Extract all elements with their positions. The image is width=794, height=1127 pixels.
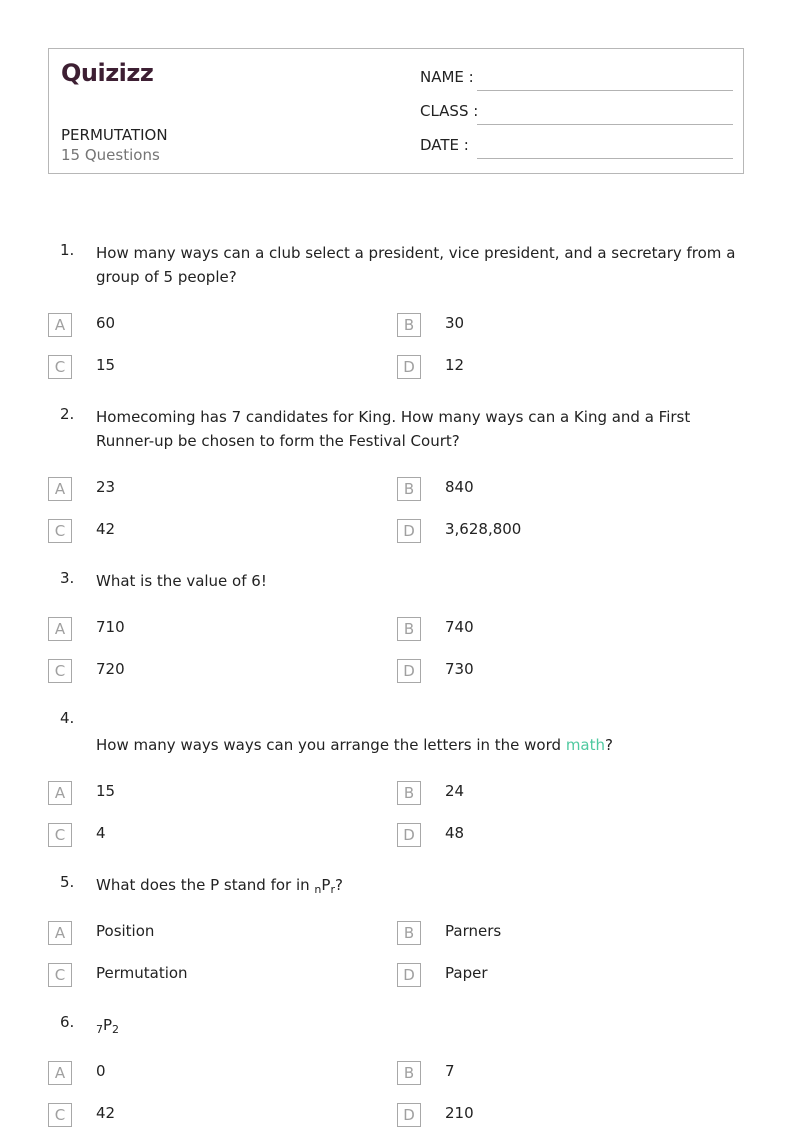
name-label: NAME : <box>420 68 474 86</box>
option-letter-box: B <box>397 477 421 501</box>
question-text-part: ? <box>605 736 613 754</box>
question-text-part: What does the P stand for in <box>96 876 315 894</box>
subscript-7: 7 <box>96 1023 103 1036</box>
option-letter-box: C <box>48 963 72 987</box>
option-letter-box: B <box>397 617 421 641</box>
option-text: 12 <box>445 356 465 374</box>
option-text: 42 <box>96 1104 116 1122</box>
option-text: 4 <box>96 824 106 842</box>
option-letter-box: D <box>397 659 421 683</box>
quizizz-logo: Quizizz <box>61 59 154 87</box>
name-line[interactable] <box>477 90 733 91</box>
option-text: 710 <box>96 618 125 636</box>
option-letter-box: D <box>397 823 421 847</box>
option-letter-box: B <box>397 921 421 945</box>
question-number: 6. <box>60 1013 75 1031</box>
question-text <box>96 873 736 902</box>
question-text: How many ways can a club select a president, vice president, and a secretary from a group of 5 people? <box>96 244 736 286</box>
class-field[interactable] <box>420 102 733 126</box>
option-text: Position <box>96 922 155 940</box>
question-text-part: ? <box>334 876 343 894</box>
question-number: 3. <box>60 569 75 587</box>
option-letter-box: A <box>48 617 72 641</box>
option-text: 7 <box>445 1062 455 1080</box>
option-letter-box: A <box>48 1061 72 1085</box>
option-letter-box: A <box>48 313 72 337</box>
option-letter-box: A <box>48 781 72 805</box>
option-text: 210 <box>445 1104 474 1122</box>
option-text: 30 <box>445 314 465 332</box>
option-text: Permutation <box>96 964 188 982</box>
option-letter-box: C <box>48 823 72 847</box>
permutation-symbol: P <box>321 876 331 894</box>
date-label: DATE : <box>420 136 469 154</box>
class-label: CLASS : <box>420 102 479 120</box>
option-letter-box: C <box>48 1103 72 1127</box>
option-letter-box: C <box>48 519 72 543</box>
date-line[interactable] <box>477 158 733 159</box>
option-letter-box: B <box>397 313 421 337</box>
option-letter-box: A <box>48 921 72 945</box>
option-letter-box: C <box>48 355 72 379</box>
option-text: 23 <box>96 478 116 496</box>
question-number: 4. <box>60 709 75 727</box>
option-text: 840 <box>445 478 474 496</box>
subscript-r: r <box>330 883 335 896</box>
option-text: 3,628,800 <box>445 520 522 538</box>
highlighted-word: math <box>565 736 606 754</box>
question-text: Homecoming has 7 candidates for King. How many ways can a King and a First Runner-up be chosen to form the Festival Court? <box>96 408 691 450</box>
question-number: 5. <box>60 873 75 891</box>
option-letter-box: D <box>397 963 421 987</box>
question-number: 1. <box>60 241 75 259</box>
subscript-2: 2 <box>112 1023 120 1036</box>
option-text: Paper <box>445 964 488 982</box>
question-number: 2. <box>60 405 75 423</box>
option-text: Parners <box>445 922 502 940</box>
option-letter-box: D <box>397 519 421 543</box>
question-text <box>96 733 736 757</box>
question-text: What is the value of 6! <box>96 572 267 590</box>
option-text: 42 <box>96 520 116 538</box>
option-letter-box: B <box>397 781 421 805</box>
option-letter-box: D <box>397 1103 421 1127</box>
option-letter-box: B <box>397 1061 421 1085</box>
worksheet-header <box>48 48 744 174</box>
date-field[interactable] <box>420 136 733 160</box>
option-text: 24 <box>445 782 465 800</box>
question-text-part: How many ways ways can you arrange the letters in the word <box>96 736 566 754</box>
option-text: 0 <box>96 1062 106 1080</box>
question-text <box>96 1013 736 1042</box>
option-text: 740 <box>445 618 474 636</box>
option-text: 730 <box>445 660 474 678</box>
option-letter-box: D <box>397 355 421 379</box>
option-text: 48 <box>445 824 465 842</box>
question-count: 15 Questions <box>61 146 160 164</box>
option-text: 15 <box>96 356 116 374</box>
class-line[interactable] <box>477 124 733 125</box>
subscript-n: n <box>314 883 322 896</box>
option-text: 720 <box>96 660 125 678</box>
option-letter-box: C <box>48 659 72 683</box>
permutation-symbol: P <box>103 1016 113 1034</box>
option-letter-box: A <box>48 477 72 501</box>
worksheet-title: PERMUTATION <box>61 126 168 144</box>
option-text: 60 <box>96 314 116 332</box>
option-text: 15 <box>96 782 116 800</box>
name-field[interactable] <box>420 68 733 92</box>
